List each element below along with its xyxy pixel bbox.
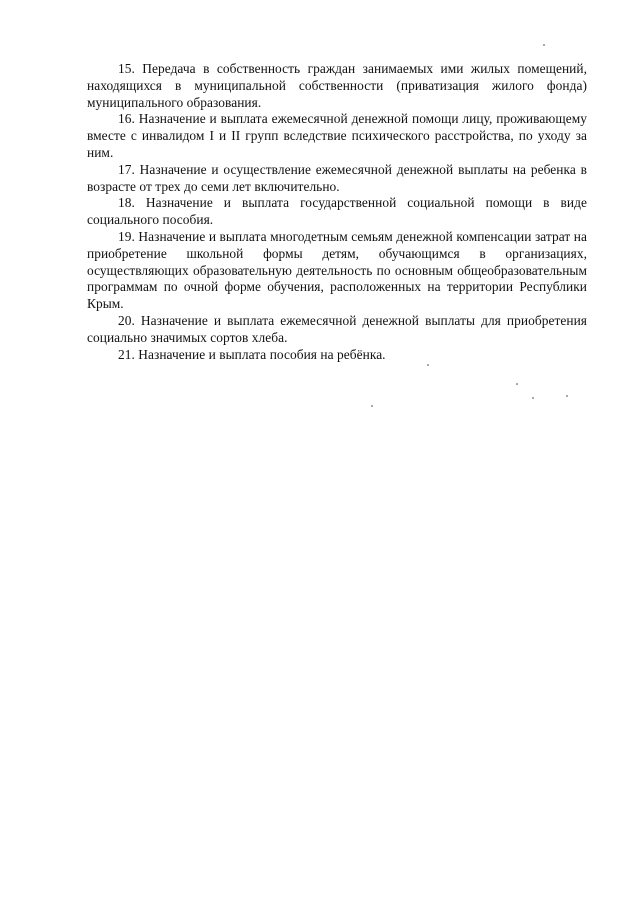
list-item-18: 18. Назначение и выплата государственной социальной помощи в виде социального пособия. [87, 195, 587, 228]
scan-speck [543, 44, 545, 46]
scan-speck [371, 405, 373, 407]
document-body [87, 61, 587, 363]
list-item-21: 21. Назначение и выплата пособия на ребёнка. [118, 346, 386, 362]
list-item-19: 19. Назначение и выплата многодетным семьям денежной компенсации затрат на приобретение школьной формы детям, обучающимся в организациях, осуществляющих образовательную деятельность по основным общеобразовательным программам по очной форме обучения, расположенных на территории Республики Крым. [87, 228, 587, 312]
list-item-16: 16. Назначение и выплата ежемесячной денежной помощи лицу, проживающему вместе с инвалидом I и II групп вследствие психического расстройства, по уходу за ним. [87, 111, 587, 160]
scan-speck [566, 395, 568, 397]
list-item-20: 20. Назначение и выплата ежемесячной денежной выплаты для приобретения социально значимых сортов хлеба. [87, 312, 587, 345]
list-item-17: 17. Назначение и осуществление ежемесячной денежной выплаты на ребенка в возрасте от трех до семи лет включительно. [87, 161, 587, 194]
list-item-15: 15. Передача в собственность граждан занимаемых ими жилых помещений, находящихся в муниципальной собственности (приватизация жилого фонда) муниципального образования. [87, 61, 587, 110]
scan-speck [427, 364, 429, 366]
scan-speck [532, 397, 534, 399]
scan-speck [516, 383, 518, 385]
